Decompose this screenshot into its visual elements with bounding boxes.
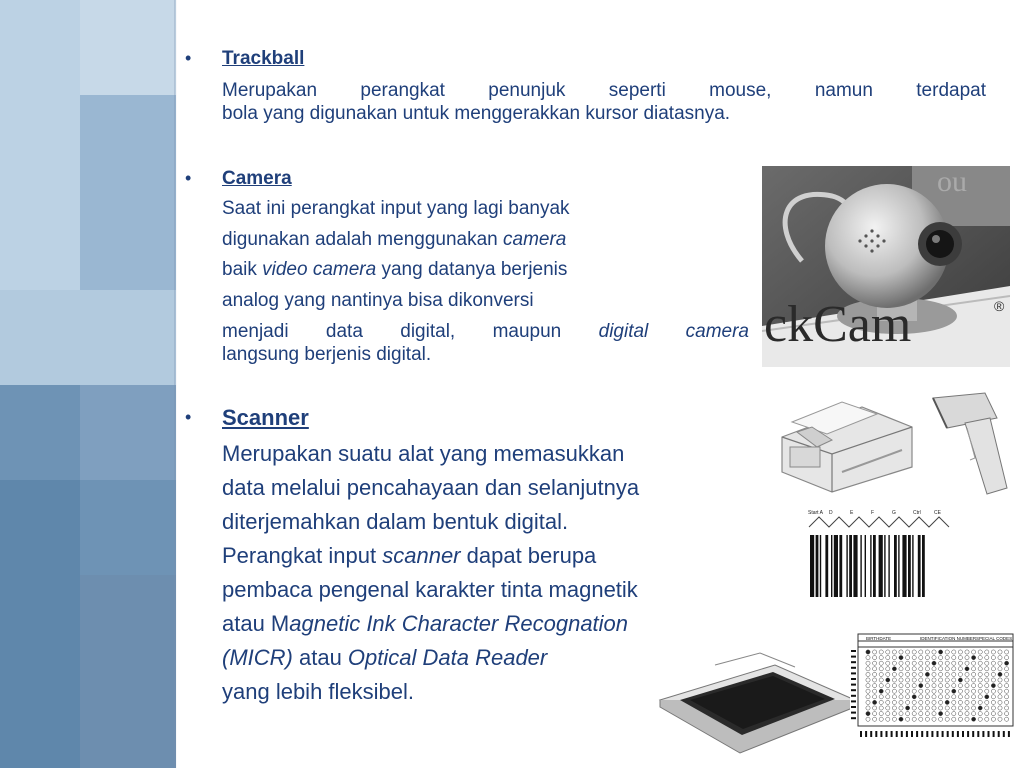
text-run-italic: digital camera (598, 321, 750, 342)
barcode-image (804, 505, 964, 605)
decorative-side-strip (0, 0, 176, 768)
text-run-italic: scanner (382, 543, 461, 568)
camera-text-line-6: langsung berjenis digital. (222, 344, 432, 365)
text-run: baik (222, 259, 263, 280)
text-run-italic: agnetic Ink Character Recognation (289, 611, 629, 636)
camera-text-line-5 (222, 321, 749, 343)
barcode-label: Ctrl (913, 510, 921, 516)
webcam-image (762, 166, 1010, 367)
bullet: • (185, 168, 192, 188)
camera-text-line-4: analog yang nantinya bisa dikonversi (222, 290, 534, 311)
omr-header-codes: SPECIAL CODES (976, 636, 1013, 641)
text-run-italic: Optical Data Reader (347, 645, 548, 670)
scanner-text-line-1: Merupakan suatu alat yang memasukkan (222, 441, 625, 466)
barcode-label: F (871, 510, 875, 516)
flatbed-scanner-image (655, 645, 860, 755)
text-run: dapat berupa (460, 543, 597, 568)
barcode-label: E (850, 510, 854, 516)
bullet: • (185, 407, 192, 427)
registered-mark: ® (994, 298, 1005, 314)
omr-sheet-image (850, 632, 1015, 742)
camera-section (185, 166, 785, 376)
trackball-section (185, 46, 990, 136)
handheld-scanner-illustration (925, 388, 1015, 500)
document-scanner-illustration (772, 392, 922, 500)
omr-header-birthdate: BIRTHDATE (866, 636, 892, 641)
scanner-text-line-3: diterjemahkan dalam bentuk digital. (222, 509, 569, 534)
text-run: menjadi data digital, maupun (222, 321, 599, 342)
text-run: atau M (222, 611, 290, 636)
camera-text-line-3 (222, 259, 567, 281)
camera-text-line-1: Saat ini perangkat input yang lagi banyak (222, 198, 570, 219)
barcode-label: G (892, 510, 896, 516)
camera-heading: Camera (222, 168, 292, 189)
text-run: digunakan adalah menggunakan (222, 229, 504, 250)
text-run: atau (292, 645, 348, 670)
scanner-text-line-4 (222, 543, 596, 569)
svg-text:ou: ou (937, 166, 967, 198)
barcode-label: D (829, 510, 833, 516)
camera-text-line-2 (222, 229, 566, 251)
scanner-text-line-7 (222, 645, 547, 671)
omr-sheet-illustration (850, 632, 1015, 742)
barcode-illustration (804, 505, 964, 605)
barcode-label: CE (934, 510, 941, 516)
scanner-heading: Scanner (222, 405, 309, 430)
text-run-italic: camera (503, 229, 567, 250)
omr-header-id: IDENTIFICATION NUMBER (920, 636, 977, 641)
barcode-label: Start A (808, 510, 824, 516)
flatbed-scanner-illustration (655, 645, 860, 755)
scanner-text-line-2: data melalui pencahayaan dan selanjutnya (222, 475, 640, 500)
trackball-text-line-2: bola yang digunakan untuk menggerakkan kursor diatasnya. (222, 103, 731, 124)
text-run: yang datanya berjenis (376, 259, 568, 280)
text-run: Perangkat input (222, 543, 383, 568)
webcam-illustration (762, 166, 1010, 367)
document-scanner-image (772, 392, 922, 500)
scanner-text-line-5: pembaca pengenal karakter tinta magnetik (222, 577, 638, 602)
text-run-italic: (MICR) (222, 645, 293, 670)
scanner-text-line-6 (222, 611, 628, 637)
bullet: • (185, 48, 192, 68)
scanner-text-line-8: yang lebih fleksibel. (222, 679, 415, 704)
barcode-scanner-image (925, 388, 1015, 500)
trackball-heading: Trackball (222, 48, 305, 69)
trackball-text-line-1: Merupakan perangkat penunjuk seperti mouse, namun terdapat (222, 80, 986, 101)
strip-edge-shadow (174, 0, 177, 768)
webcam-brand-text: ckCam (764, 296, 912, 353)
text-run-italic: video camera (262, 259, 377, 280)
